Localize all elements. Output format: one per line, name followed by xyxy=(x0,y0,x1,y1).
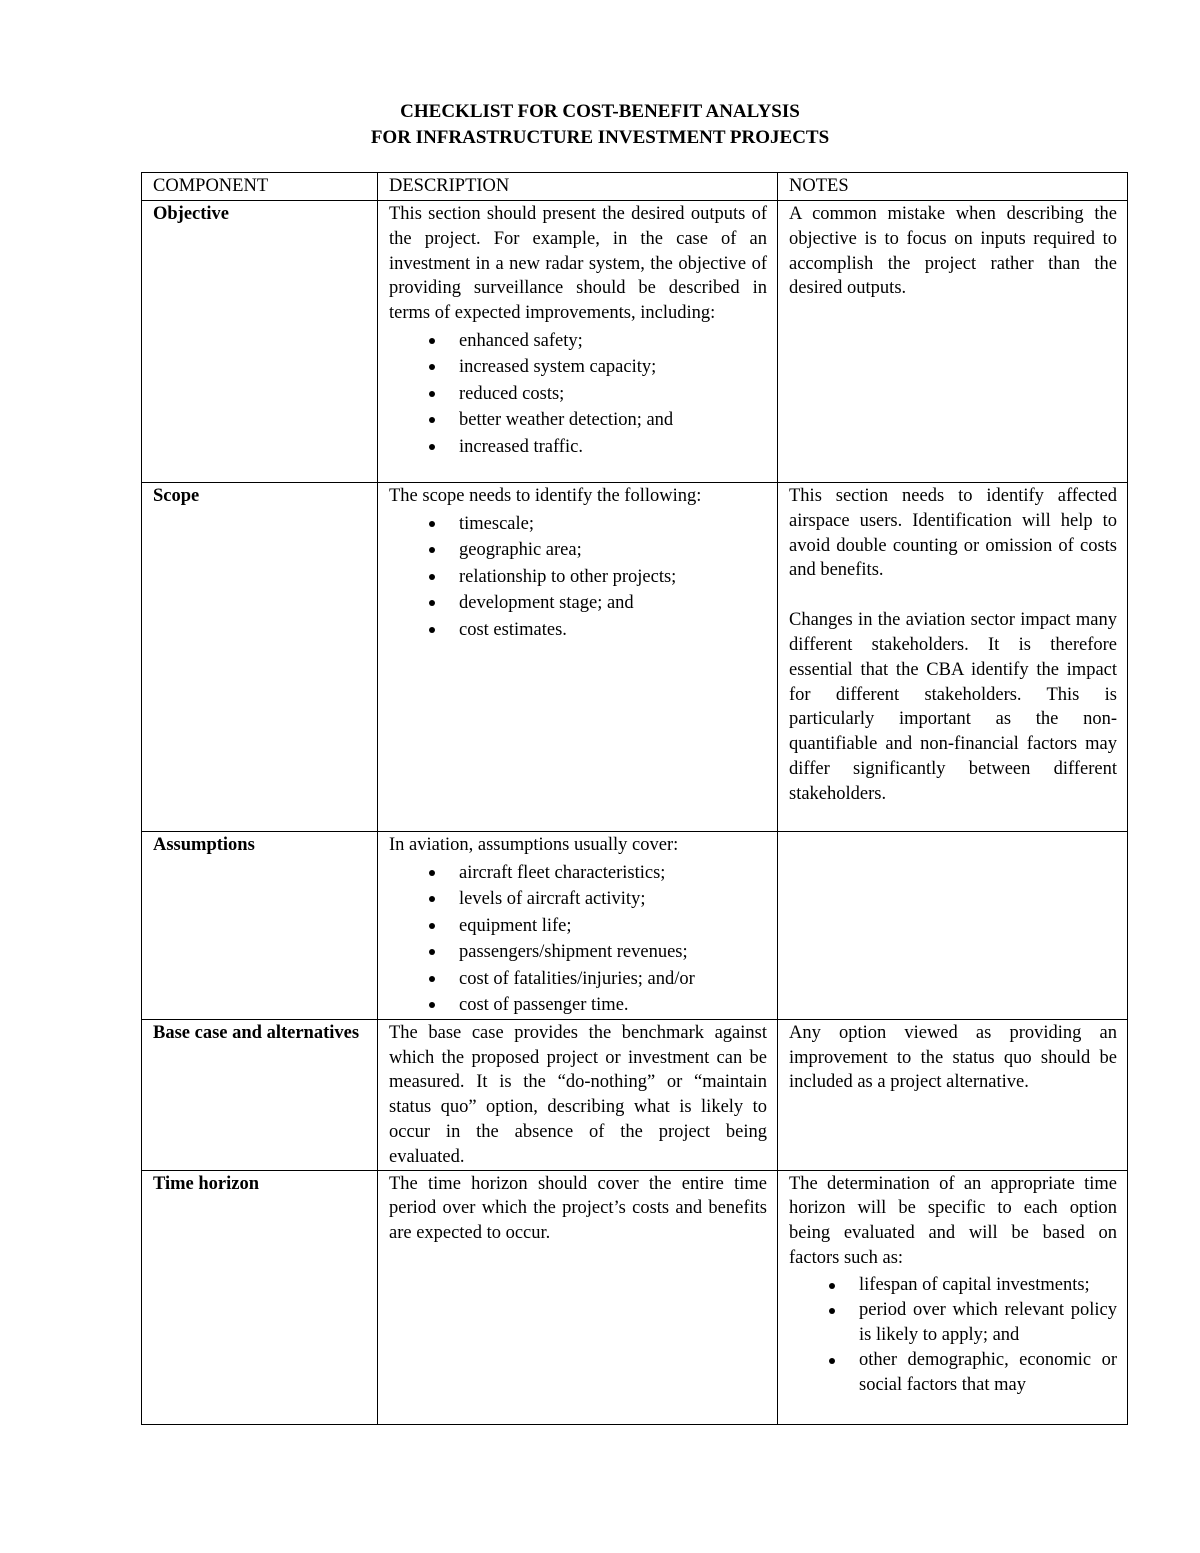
description-cell xyxy=(378,201,778,483)
checklist-table xyxy=(141,172,1128,1425)
table-row xyxy=(142,832,1128,1020)
list-item: better weather detection; and xyxy=(459,407,767,434)
list-item: increased system capacity; xyxy=(459,354,767,381)
list-item: relationship to other projects; xyxy=(459,564,767,591)
header-description: DESCRIPTION xyxy=(378,173,778,201)
table-row xyxy=(142,201,1128,483)
component-cell: Time horizon xyxy=(142,1170,378,1424)
notes-bullets xyxy=(789,1273,1117,1398)
list-item: timescale; xyxy=(459,511,767,538)
component-cell: Objective xyxy=(142,201,378,483)
description-cell xyxy=(378,832,778,1020)
table-header-row xyxy=(142,173,1128,201)
notes-cell: A common mistake when describing the objective is to focus on inputs required to accomplish the project rather than the desired outputs. xyxy=(778,201,1128,483)
notes-text: The determination of an appropriate time horizon will be specific to each option being evaluated and will be based on factors such as: xyxy=(789,1173,1117,1268)
table-row xyxy=(142,1019,1128,1170)
description-bullets xyxy=(389,328,767,461)
list-item: aircraft fleet characteristics; xyxy=(459,860,767,887)
notes-cell xyxy=(778,832,1128,1020)
notes-cell: Any option viewed as providing an improvement to the status quo should be included as a project alternative. xyxy=(778,1019,1128,1170)
component-cell: Assumptions xyxy=(142,832,378,1020)
list-item: other demographic, economic or social factors that may xyxy=(859,1348,1117,1398)
description-bullets xyxy=(389,511,767,644)
description-bullets xyxy=(389,860,767,1019)
component-cell: Scope xyxy=(142,483,378,832)
list-item: enhanced safety; xyxy=(459,328,767,355)
list-item: cost of fatalities/injuries; and/or xyxy=(459,966,767,993)
description-text: This section should present the desired outputs of the project. For example, in the case of an investment in a new radar system, the objective of providing surveillance should be described in terms of expected improvements, including: xyxy=(389,204,767,324)
list-item: lifespan of capital investments; xyxy=(859,1273,1117,1298)
notes-paragraph-1: This section needs to identify affected airspace users. Identification will help to avoid double counting or omission of costs and benefits. xyxy=(789,486,1117,581)
list-item: increased traffic. xyxy=(459,434,767,461)
document-title xyxy=(0,99,1200,151)
list-item: equipment life; xyxy=(459,913,767,940)
table-row xyxy=(142,483,1128,832)
description-cell: The base case provides the benchmark against which the proposed project or investment can be measured. It is the “do-nothing” or “maintain status quo” option, describing what is likely to occur in the absence of the project being evaluated. xyxy=(378,1019,778,1170)
list-item: levels of aircraft activity; xyxy=(459,886,767,913)
list-item: cost of passenger time. xyxy=(459,992,767,1019)
list-item: period over which relevant policy is likely to apply; and xyxy=(859,1298,1117,1348)
header-notes: NOTES xyxy=(778,173,1128,201)
description-cell xyxy=(378,483,778,832)
title-line-1: CHECKLIST FOR COST-BENEFIT ANALYSIS xyxy=(400,101,800,122)
list-item: reduced costs; xyxy=(459,381,767,408)
title-line-2: FOR INFRASTRUCTURE INVESTMENT PROJECTS xyxy=(370,127,830,148)
list-item: development stage; and xyxy=(459,590,767,617)
component-cell: Base case and alternatives xyxy=(142,1019,378,1170)
table-row xyxy=(142,1170,1128,1424)
description-text: In aviation, assumptions usually cover: xyxy=(389,835,679,855)
notes-cell xyxy=(778,1170,1128,1424)
list-item: geographic area; xyxy=(459,537,767,564)
description-text: The scope needs to identify the following: xyxy=(389,486,702,506)
description-cell: The time horizon should cover the entire time period over which the project’s costs and benefits are expected to occur. xyxy=(378,1170,778,1424)
list-item: passengers/shipment revenues; xyxy=(459,939,767,966)
header-component: COMPONENT xyxy=(142,173,378,201)
list-item: cost estimates. xyxy=(459,617,767,644)
notes-paragraph-2: Changes in the aviation sector impact many different stakeholders. It is therefore essential that the CBA identify the impact for different stakeholders. This is particularly important as the non-quantifiable and non-financial factors may differ significantly between different stakeholders. xyxy=(789,610,1117,804)
notes-cell xyxy=(778,483,1128,832)
